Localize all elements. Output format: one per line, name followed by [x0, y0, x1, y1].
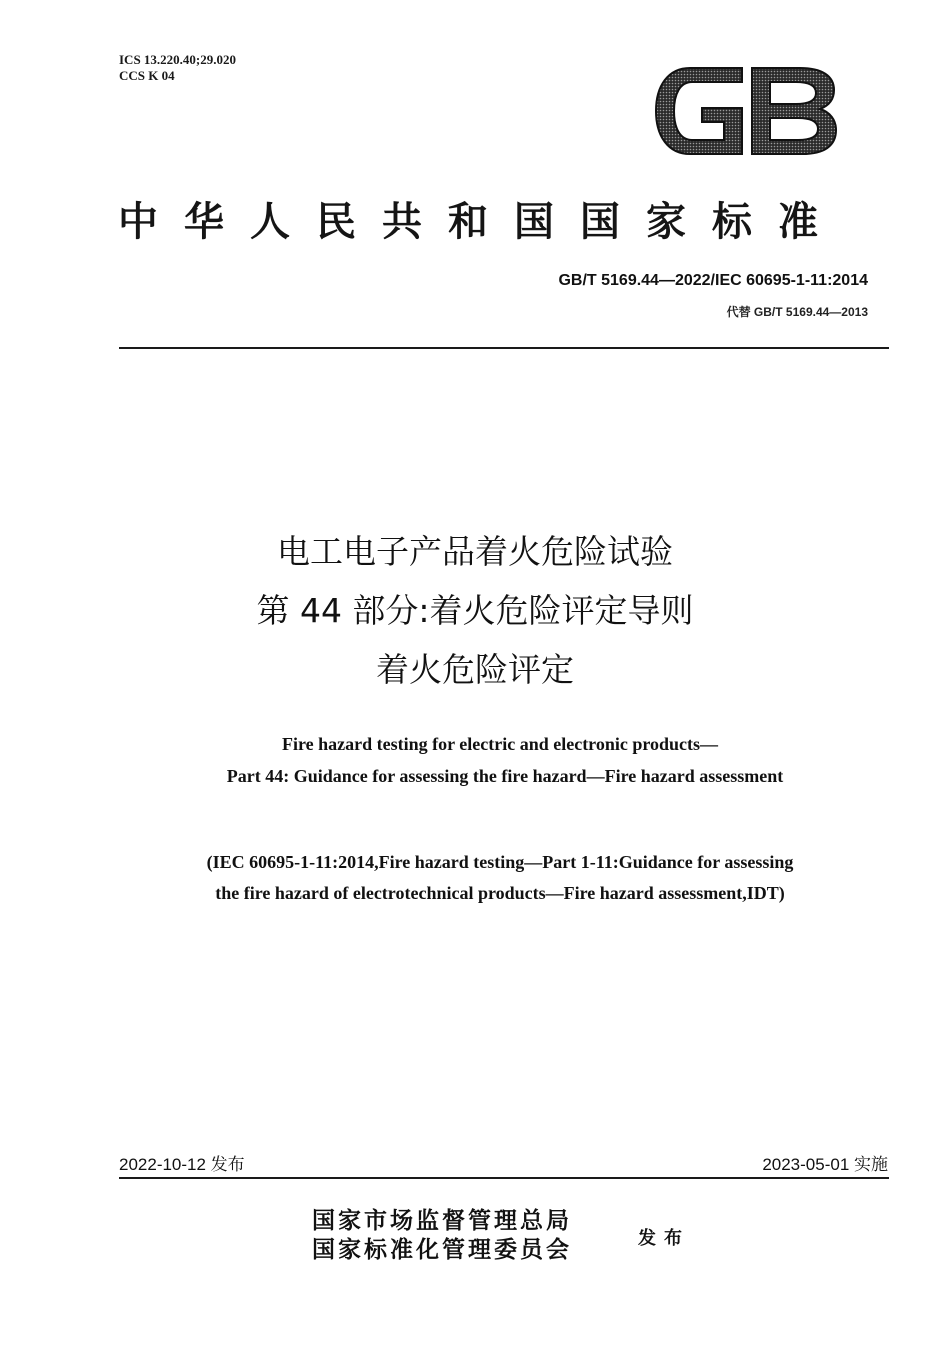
issuing-authorities: [312, 1206, 572, 1264]
header-divider: [119, 347, 889, 349]
issuer-line1: 国家市场监督管理总局: [312, 1207, 572, 1234]
title-en-line2: Part 44: Guidance for assessing the fire hazard—Fire hazard assessment: [226, 766, 784, 786]
issuer-line2: 国家标准化管理委员会: [312, 1236, 572, 1263]
title-cn-line1: 电工电子产品着火危险试验: [277, 532, 673, 571]
iec-reference-line1: (IEC 60695-1-11:2014,Fire hazard testing—Part 1-11:Guidance for assessing: [206, 852, 794, 872]
gb-logo: [650, 64, 840, 159]
title-cn-line2: 第 44 部分:着火危险评定导则: [256, 591, 694, 630]
title-en-line1: Fire hazard testing for electric and electronic products—: [281, 734, 719, 754]
title-cn-line3: 着火危险评定: [376, 650, 574, 689]
ccs-code: CCS K 04: [119, 68, 175, 83]
publish-label: 发布: [638, 1228, 690, 1249]
standard-number: GB/T 5169.44—2022/IEC 60695-1-11:2014: [558, 272, 868, 289]
national-standard-heading: 中华人民共和国国家标准: [118, 198, 844, 245]
issue-date: 2022-10-12 发布: [119, 1155, 245, 1174]
replaces-standard: 代替 GB/T 5169.44—2013: [726, 305, 868, 319]
ics-code: ICS 13.220.40;29.020: [119, 52, 237, 67]
footer-divider: [119, 1177, 889, 1179]
implementation-date: 2023-05-01 实施: [762, 1155, 888, 1174]
iec-reference-line2: the fire hazard of electrotechnical products—Fire hazard assessment,IDT): [215, 883, 785, 903]
classification-codes: [119, 52, 236, 84]
